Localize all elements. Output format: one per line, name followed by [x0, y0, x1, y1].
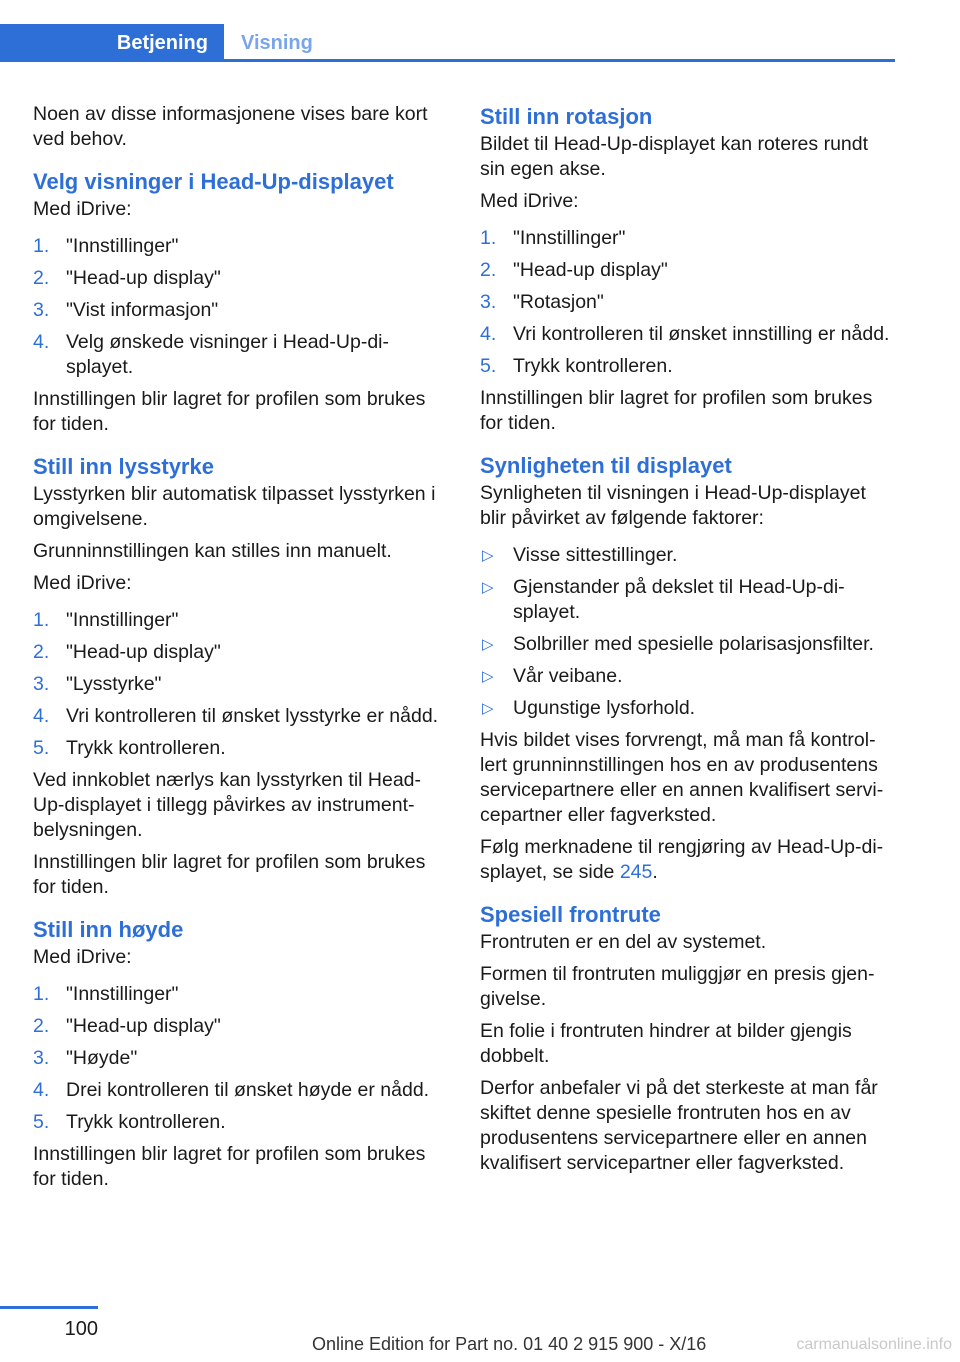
list-item [33, 266, 449, 291]
step-text: Drei kontrolleren til ønsket høyde er nådd. [66, 1079, 430, 1101]
triangle-bullet-icon: ▷ [482, 579, 494, 596]
page-number: 100 [64, 1318, 98, 1340]
list-item: ▷ Solbriller med spesielle polarisasjonsfilter. [482, 633, 874, 655]
note-paragraph: Innstillingen blir lagret for profilen som brukes for tiden. [33, 1143, 426, 1190]
body-paragraph: Derfor anbefaler vi på det sterkeste at man får skiftet denne spesielle frontruten hos en av produsentens servicepartnere eller en annen kvalifisert servicepartner eller fagverksted. [480, 1077, 878, 1174]
note-paragraph: Innstillingen blir lagret for profilen som brukes for tiden. [33, 851, 426, 898]
step-text: Vri kontrolleren til ønsket innstilling er nådd. [513, 323, 890, 345]
step-text: "Head-up display" [66, 267, 221, 289]
watermark: carmanualsonline.info [796, 1336, 952, 1353]
steps-list [33, 229, 449, 380]
step-number: 2. [33, 641, 50, 663]
lead-text: Med iDrive: [480, 190, 579, 212]
right-column [480, 102, 896, 1183]
step-number: 1. [480, 227, 497, 249]
step-number: 5. [33, 737, 50, 759]
body-paragraph: Følg merknadene til rengjøring av Head-Up-displayet, se side 245. [480, 836, 884, 883]
step-text: "Vist informasjon" [66, 299, 219, 321]
list-item [480, 258, 896, 283]
step-text: "Innstillinger" [66, 983, 179, 1005]
lead-text: Med iDrive: [33, 198, 132, 220]
list-item [480, 290, 896, 315]
step-text: Trykk kontrolleren. [513, 355, 673, 377]
list-item [33, 608, 449, 633]
body-paragraph: En folie i frontruten hindrer at bilder gjengis dobbelt. [480, 1020, 852, 1067]
list-item [33, 704, 449, 729]
list-item: ▷ Gjenstander på dekslet til Head-Up-displayet. [482, 576, 845, 623]
heading-frontrute: Spesiell frontrute [480, 902, 661, 927]
list-item: ▷ Vår veibane. [482, 665, 623, 687]
list-item [33, 330, 449, 380]
step-number: 4. [33, 1079, 50, 1101]
header-tabbar [0, 24, 895, 62]
note-paragraph: Innstillingen blir lagret for profilen som brukes for tiden. [480, 387, 873, 434]
list-item: ▷ Visse sittestillinger. [482, 544, 678, 566]
step-text: Vri kontrolleren til ønsket lysstyrke er nådd. [66, 705, 439, 727]
triangle-bullet-icon: ▷ [482, 547, 494, 564]
step-number: 5. [33, 1111, 50, 1133]
list-item [480, 322, 896, 347]
heading-velg-visninger: Velg visninger i Head-Up-displayet [33, 169, 394, 194]
lead-text: Med iDrive: [33, 946, 132, 968]
triangle-bullet-icon: ▷ [482, 636, 494, 653]
tab-visning[interactable]: Visning [241, 31, 313, 54]
step-number: 3. [480, 291, 497, 313]
step-number: 4. [33, 331, 50, 353]
left-column [33, 102, 449, 1199]
step-text: Trykk kontrolleren. [66, 737, 226, 759]
step-number: 2. [33, 1015, 50, 1037]
body-paragraph: Synligheten til visningen i Head-Up-displayet blir påvirket av følgende faktorer: [480, 482, 866, 529]
steps-list [33, 977, 449, 1135]
step-number: 2. [480, 259, 497, 281]
list-item: ▷ Ugunstige lysforhold. [482, 697, 696, 719]
body-paragraph: Ved innkoblet nærlys kan lysstyrken til Head-Up-displayet i tillegg påvirkes av instrumentbelysningen. [33, 769, 422, 841]
step-text: "Head-up display" [66, 1015, 221, 1037]
step-text: "Rotasjon" [513, 291, 604, 313]
list-item [480, 354, 896, 379]
step-number: 1. [33, 235, 50, 257]
list-item [33, 234, 449, 259]
step-number: 3. [33, 1047, 50, 1069]
triangle-bullet-icon: ▷ [482, 668, 494, 685]
footer-rule [0, 1306, 98, 1309]
note-paragraph: Innstillingen blir lagret for profilen som brukes for tiden. [33, 388, 426, 435]
body-paragraph: Lysstyrken blir automatisk tilpasset lysstyrken i omgivelsene. [33, 483, 436, 530]
list-item [33, 1110, 449, 1135]
step-number: 3. [33, 299, 50, 321]
step-number: 2. [33, 267, 50, 289]
step-text: "Innstillinger" [66, 235, 179, 257]
heading-synlighet: Synligheten til displayet [480, 453, 732, 478]
list-item [33, 982, 449, 1007]
step-number: 1. [33, 609, 50, 631]
step-text: "Lysstyrke" [66, 673, 162, 695]
step-text: "Head-up display" [66, 641, 221, 663]
list-item [33, 736, 449, 761]
list-item [33, 672, 449, 697]
body-paragraph: Hvis bildet vises forvrengt, må man få kontrollert grunninnstillingen hos en av produsentens servicepartnere eller en annen kvalifisert servicepartner eller fagverksted. [480, 729, 884, 826]
list-item [33, 1014, 449, 1039]
steps-list [480, 221, 896, 379]
step-text: "Head-up display" [513, 259, 668, 281]
lead-text: Med iDrive: [33, 572, 132, 594]
body-paragraph: Formen til frontruten muliggjør en presis gjengivelse. [480, 963, 875, 1010]
step-number: 5. [480, 355, 497, 377]
triangle-bullet-icon: ▷ [482, 700, 494, 717]
heading-hoyde: Still inn høyde [33, 917, 184, 942]
list-item [33, 1046, 449, 1071]
list-item [33, 1078, 449, 1103]
list-item [33, 640, 449, 665]
tab-betjening[interactable]: Betjening [0, 24, 224, 62]
step-text: "Innstillinger" [513, 227, 626, 249]
step-text: Trykk kontrolleren. [66, 1111, 226, 1133]
step-text: "Innstillinger" [66, 609, 179, 631]
list-item [480, 226, 896, 251]
step-number: 1. [33, 983, 50, 1005]
step-number: 4. [480, 323, 497, 345]
step-text: "Høyde" [66, 1047, 138, 1069]
body-paragraph: Grunninnstillingen kan stilles inn manuelt. [33, 540, 392, 562]
body-paragraph: Frontruten er en del av systemet. [480, 931, 767, 953]
factors-list [480, 538, 896, 721]
edition-line: Online Edition for Part no. 01 40 2 915 900 - X/16 [312, 1334, 707, 1354]
step-text: Velg ønskede visninger i Head-Up-displayet. [66, 331, 389, 378]
heading-lysstyrke: Still inn lysstyrke [33, 454, 214, 479]
steps-list [33, 603, 449, 761]
heading-rotasjon: Still inn rotasjon [480, 104, 653, 129]
step-number: 3. [33, 673, 50, 695]
intro-paragraph: Noen av disse informasjonene vises bare kort ved behov. [33, 103, 428, 150]
list-item [33, 298, 449, 323]
tab-underline [224, 59, 895, 62]
body-paragraph: Bildet til Head-Up-displayet kan roteres rundt sin egen akse. [480, 133, 869, 180]
page-link-245[interactable]: 245 [619, 861, 653, 883]
step-number: 4. [33, 705, 50, 727]
